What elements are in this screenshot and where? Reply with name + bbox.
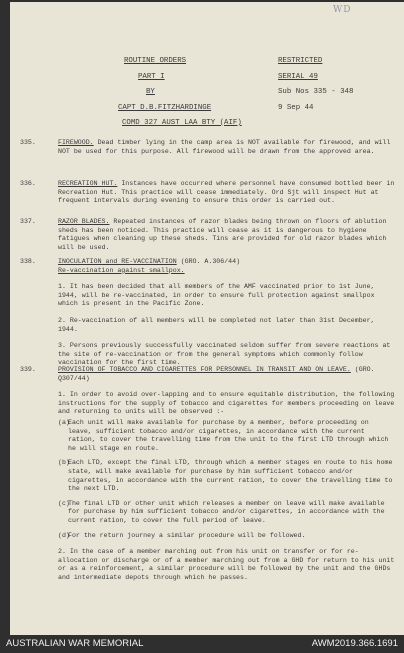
item-reference: (GRO. Q307/44)	[58, 366, 375, 382]
order-336	[20, 180, 396, 206]
accession-number: AWM2019.366.1691	[311, 638, 398, 649]
item-number: 337.	[20, 218, 36, 225]
item-number: 336.	[20, 180, 36, 187]
order-337	[20, 218, 396, 252]
item-paragraph: 2. Re-vaccination of all members will be completed not later than 31st December, 1944.	[58, 316, 375, 333]
sub-item-c	[58, 499, 396, 526]
archive-footer	[0, 635, 404, 653]
sub-numbers: Sub Nos 335 - 348	[278, 88, 354, 96]
sub-item-b	[58, 459, 396, 493]
item-title: RAZOR BLADES.	[58, 218, 110, 225]
part-label: PART I	[138, 73, 165, 81]
item-text: Instances have occurred where personnel have consumed bottled beer in Recreation Hut. This practice will cease immediately. Ord Sjt will inspect Hut at frequent intervals during evening to ensure this order is carried out.	[58, 180, 395, 205]
item-title: RECREATION HUT.	[58, 180, 118, 187]
item-title: PROVISION OF TOBACCO AND CIGARETTES FOR PERSONNEL IN TRANSIT AND ON LEAVE.	[58, 366, 351, 373]
item-intro: 1. In order to avoid over-lapping and to ensure equitable distribution, the following instructions for the supply of tobacco and cigarettes for members proceeding on leave and returning to units will be observed :-	[58, 391, 395, 416]
item-paragraph: 1. It has been decided that all members of the AMF vaccinated prior to 1st June, 1944, will be re-vaccinated, in order to ensure full protection against smallpox which is present in the Pacific Zone.	[58, 283, 375, 308]
classification: RESTRICTED	[278, 57, 323, 65]
item-number: 335.	[20, 139, 36, 146]
item-number: 339.	[20, 366, 36, 373]
sub-item-text: Each unit will make available for purchase by a member, before proceeding on leave, sufficient tobacco and/or cigarettes, in accordance with the current ration, to cover the travelling time from the unit to the first LTD through which he will stage en route.	[68, 418, 389, 452]
sub-item-text: Each LTD, except the final LTD, through which a member stages en route to his home state, will make available for purchase by him sufficient tobacco and/or cigarettes, in accordance with the current ration, to cover the travelling time to the next LTD.	[68, 459, 393, 493]
by-label: BY	[146, 88, 155, 96]
document-page	[10, 2, 404, 635]
issuing-officer: CAPT D.B.FITZHARDINGE	[118, 104, 212, 112]
order-339	[20, 366, 396, 582]
doc-title: ROUTINE ORDERS	[124, 57, 187, 65]
sub-item-label: (a)	[58, 418, 70, 426]
item-title: FIREWOOD.	[58, 139, 94, 146]
item-title: INOCULATION and RE-VACCINATION	[58, 258, 177, 265]
item-text: Repeated instances of razor blades being thrown on floors of ablution sheds has been noticed. This practice will cease as it is dangerous to hygiene fatigues when cleaning up these sheds. Tins are provided for old razor blades which will be used.	[58, 218, 387, 251]
sub-item-a	[58, 418, 396, 453]
item-text: Dead timber lying in the camp area is NOT available for firewood, and will NOT be used for this purpose. All firewood will be drawn from the approved area.	[58, 139, 391, 155]
sub-item-text: For the return journey a similar procedure will be followed.	[68, 531, 306, 539]
item-paragraph: 2. In the case of a member marching out from his unit on transfer or for re-allocation or discharge or of a member marching out from a GHD for return to his unit or as a reinforcement, a similar procedure will be followed by the unit and the GHDs and intermediate depots through which he passes.	[58, 548, 395, 581]
order-338	[20, 258, 396, 368]
item-paragraph: 3. Persons previously successfully vaccinated seldom suffer from severe reactions at the site of re-vaccination or from the general symptoms which commonly follow vaccination for the first time.	[58, 342, 391, 367]
item-reference: (GRO. A.306/44)	[180, 258, 241, 265]
sub-item-label: (d)	[58, 531, 70, 539]
sub-item-label: (b)	[58, 459, 70, 467]
sub-item-text: The final LTD or other unit which releases a member on leave will make available for purchase by him sufficient tobacco and/or cigarettes, in accordance with the current ration, to cover the full period of leave.	[68, 499, 385, 524]
serial-number: SERIAL 49	[278, 73, 318, 81]
item-number: 338.	[20, 258, 36, 265]
sub-item-d	[58, 531, 396, 541]
item-subtitle: Re-vaccination against smallpox.	[58, 266, 185, 274]
institution-name: AUSTRALIAN WAR MEMORIAL	[6, 638, 144, 649]
sub-item-label: (c)	[58, 499, 70, 507]
order-date: 9 Sep 44	[278, 104, 314, 112]
command-unit: COMD 327 AUST LAA BTY (AIF)	[122, 119, 242, 127]
wd-stamp: WD	[333, 5, 352, 15]
order-335	[20, 139, 396, 156]
